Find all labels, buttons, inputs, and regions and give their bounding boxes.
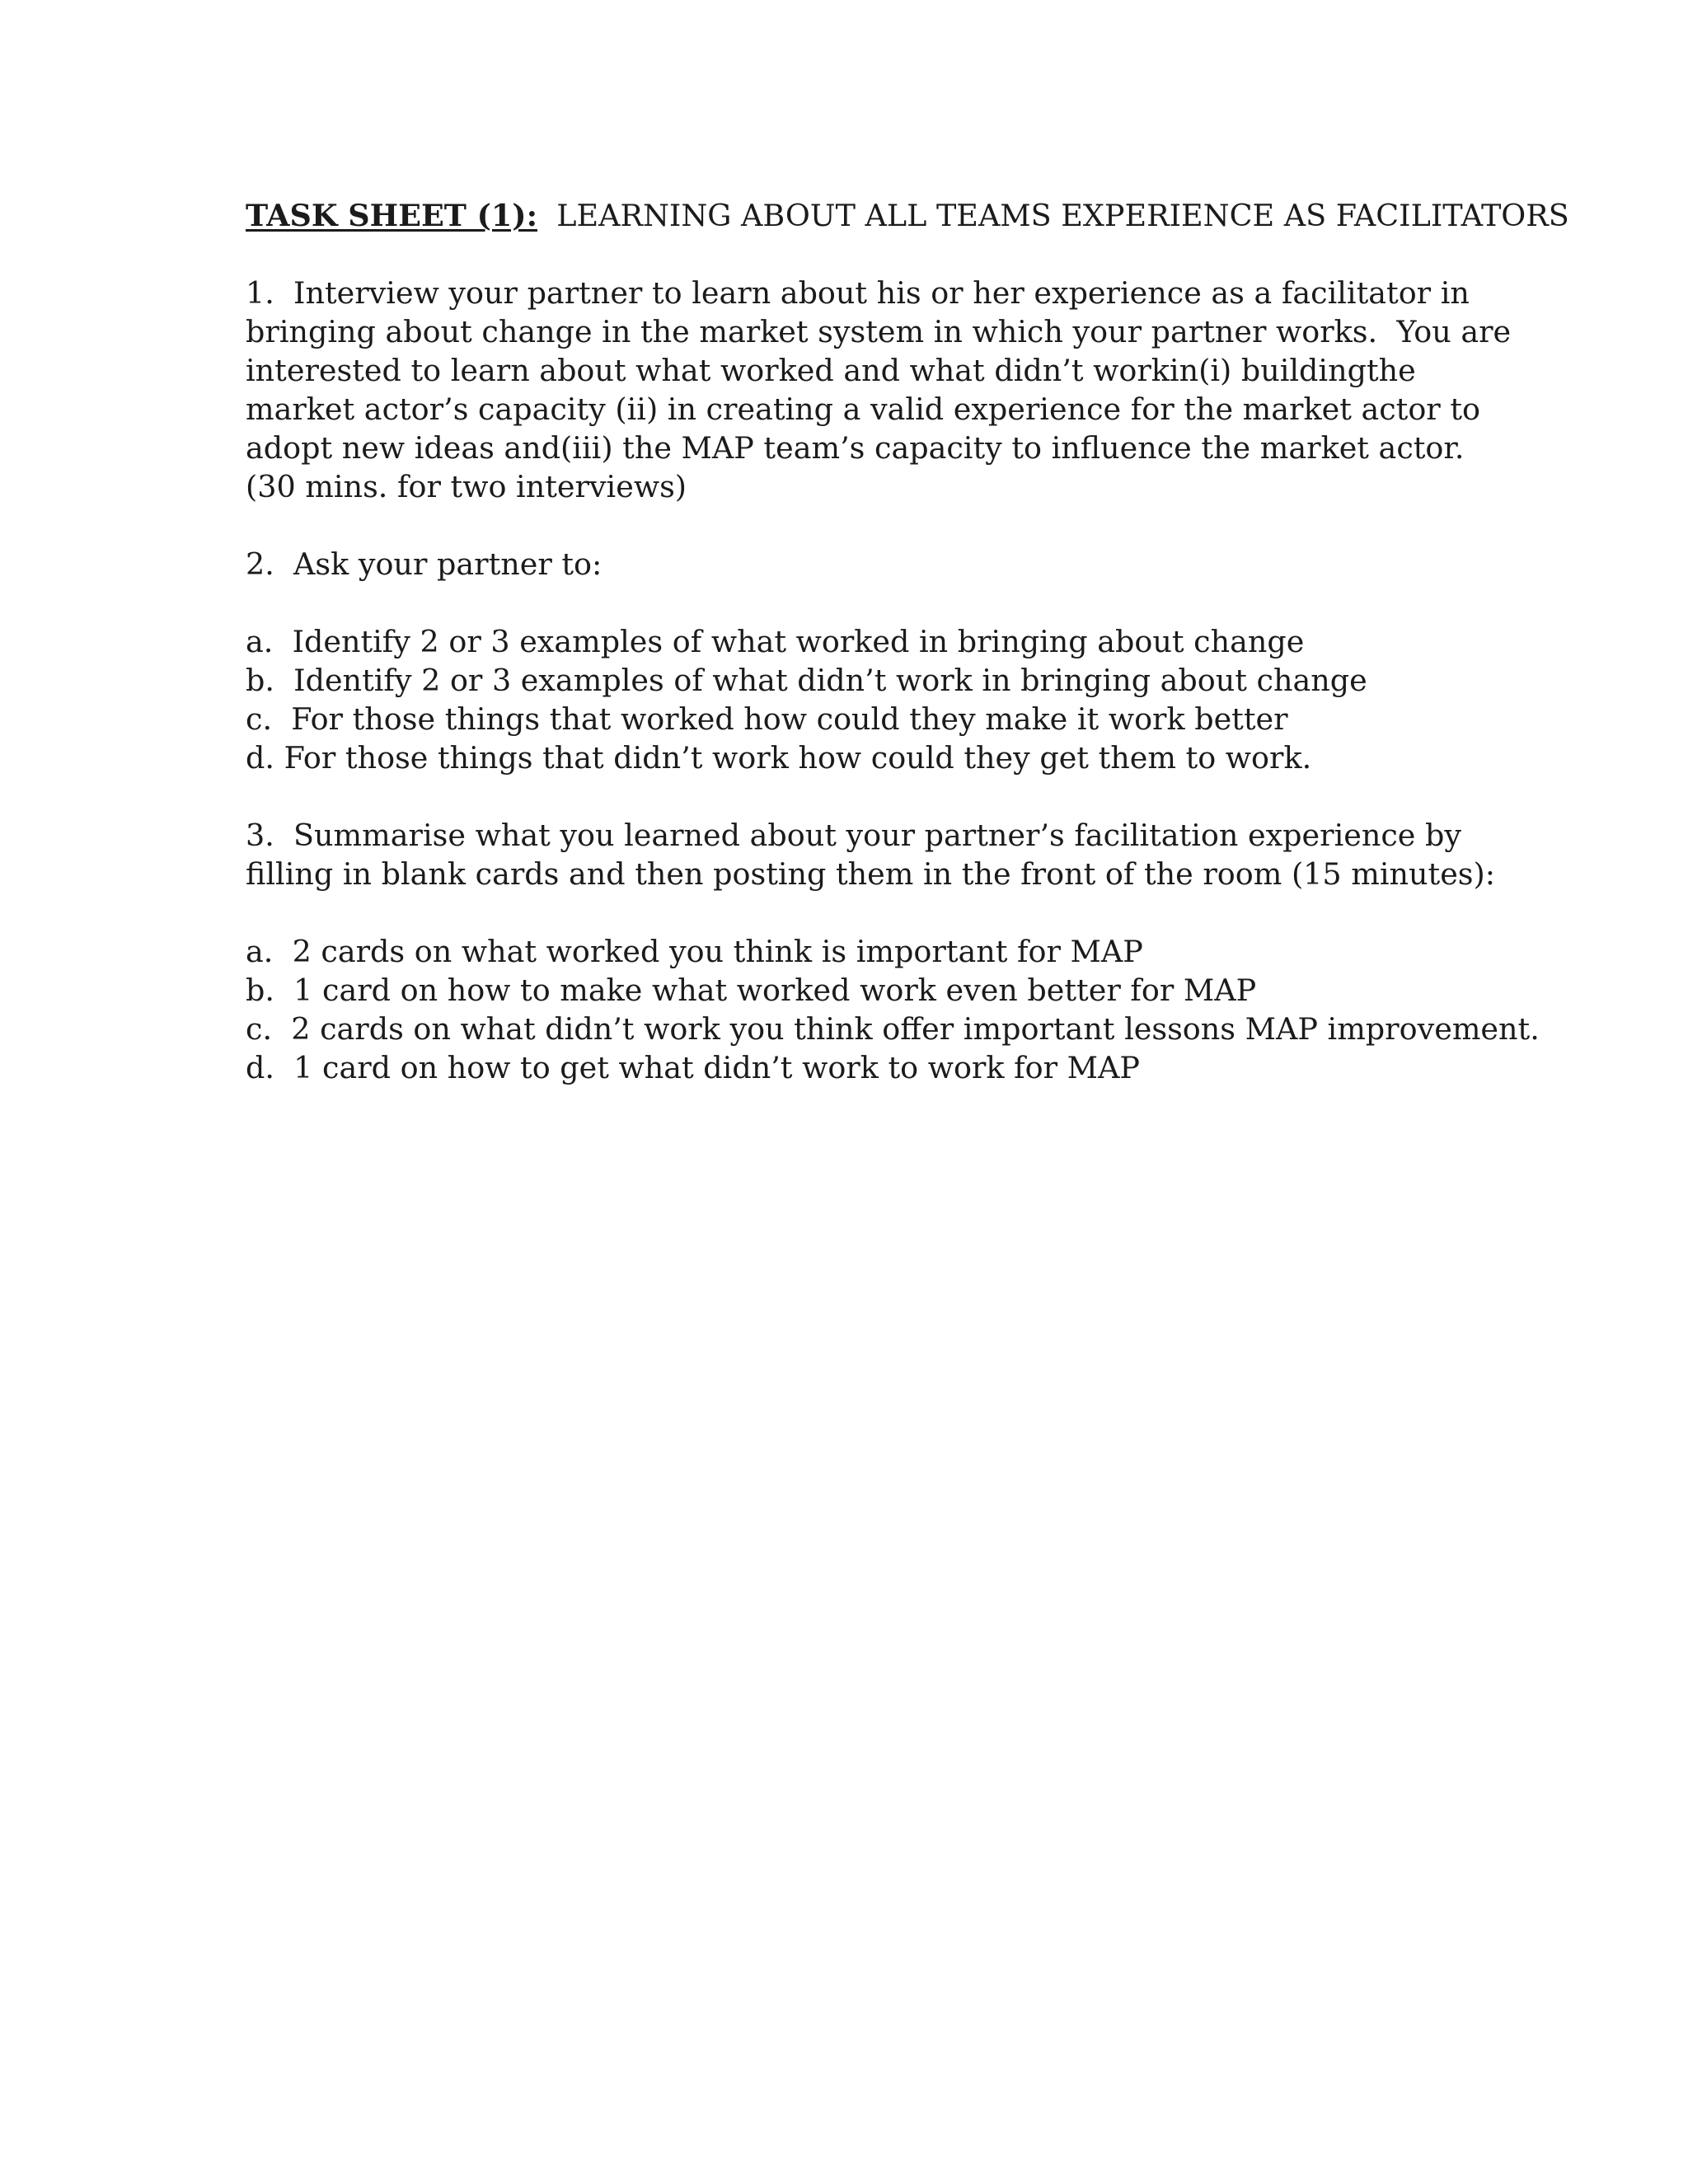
section-1-interview [246,274,1512,506]
section-intro: 2. Ask your partner to: [246,546,603,582]
paragraph-line: 1. Interview your partner to learn about his or her experience as a facilitator in [246,275,1470,311]
list-item: b. Identify 2 or 3 examples of what didn’t work in bringing about change [246,663,1367,698]
title-label: TASK SHEET (1): [246,198,538,233]
title-text: LEARNING ABOUT ALL TEAMS EXPERIENCE AS FACILITATORS [537,198,1569,233]
section-3-summarise [246,816,1540,1087]
paragraph-line: market actor’s capacity (ii) in creating a valid experience for the market actor to [246,391,1480,427]
spacer [246,235,1482,274]
spacer [246,777,1482,816]
list-item: c. 2 cards on what didn’t work you think offer important lessons MAP improvement. [246,1011,1540,1047]
section-2-ask-partner [246,545,1482,777]
paragraph-line: bringing about change in the market system in which your partner works. You are [246,314,1512,349]
paragraph-line: adopt new ideas and(iii) the MAP team’s capacity to influence the market actor. [246,430,1465,466]
paragraph-line: (30 mins. for two interviews) [246,469,687,504]
list-item: b. 1 card on how to make what worked work even better for MAP [246,972,1257,1008]
list-item: a. Identify 2 or 3 examples of what worked in bringing about change [246,624,1305,659]
paragraph-line: 3. Summarise what you learned about your partner’s facilitation experience by [246,818,1461,853]
page-title [246,196,1569,235]
paragraph-line: filling in blank cards and then posting them in the front of the room (15 minutes): [246,856,1496,892]
spacer [246,583,1482,622]
list-item: d. 1 card on how to get what didn’t work to work for MAP [246,1050,1140,1085]
list-item: a. 2 cards on what worked you think is important for MAP [246,934,1143,969]
spacer [246,893,1482,932]
list-item: d. For those things that didn’t work how could they get them to work. [246,740,1312,776]
list-item: c. For those things that worked how could they make it work better [246,701,1288,737]
paragraph-line: interested to learn about what worked and what didn’t workin(i) buildingthe [246,353,1416,388]
spacer [246,506,1482,545]
document-body [246,196,1569,1087]
